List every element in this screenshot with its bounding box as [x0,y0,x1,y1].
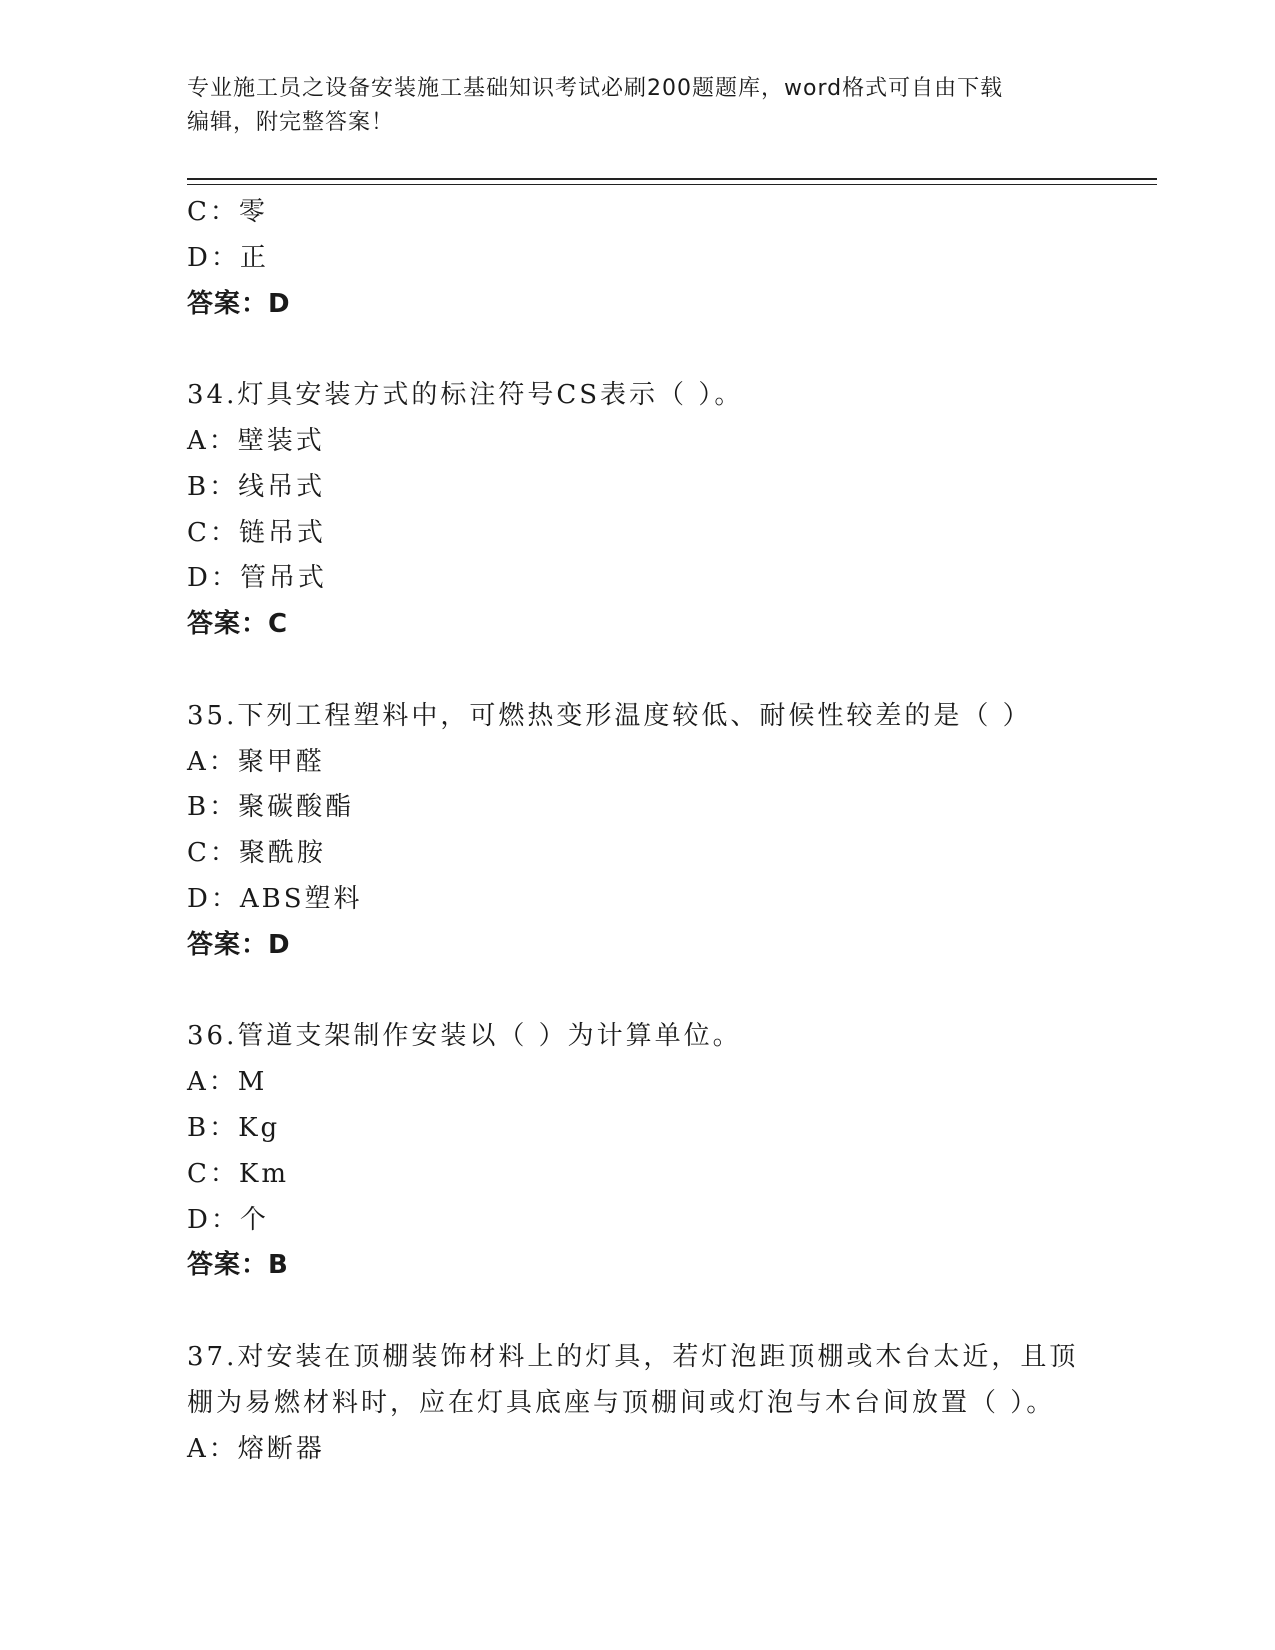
option-d: D：管吊式 [187,563,327,594]
question-34 [187,373,1157,648]
spacer [187,1289,1157,1335]
option-d: D：正 [187,242,269,273]
option-c: C：Km [187,1158,289,1189]
option-b: B：Kg [187,1112,281,1143]
answer-line: 答案：D [187,929,291,960]
option-a: A：熔断器 [187,1433,325,1464]
option-c: C：聚酰胺 [187,838,326,869]
option-b: B：聚碳酸酯 [187,792,355,823]
spacer [187,969,1157,1015]
question-stem-line-1: 37.对安装在顶棚装饰材料上的灯具，若灯泡距顶棚或木台太近，且顶 [187,1341,1079,1372]
question-36 [187,1014,1157,1289]
question-37 [187,1335,1157,1472]
header-divider-thick [187,178,1157,180]
header-title-line-2: 编辑，附完整答案！ [187,110,395,135]
question-stem: 34.灯具安装方式的标注符号CS表示（ ）。 [187,380,744,411]
option-a: A：壁装式 [187,425,325,456]
question-stem: 35.下列工程塑料中，可燃热变形温度较低、耐候性较差的是（ ） [187,700,1032,731]
question-stem: 36.管道支架制作安装以（ ）为计算单位。 [187,1021,742,1052]
question-33-continued [187,190,1157,327]
document-header [187,72,1087,140]
option-c: C：零 [187,197,268,227]
option-c: C：链吊式 [187,517,326,548]
option-d: D：ABS塑料 [187,883,363,914]
header-title-line-1: 专业施工员之设备安装施工基础知识考试必刷200题题库，word格式可自由下载 [187,76,1004,101]
header-divider-thin [187,184,1157,185]
spacer [187,327,1157,373]
answer-line: 答案：D [187,288,291,319]
option-a: A：M [187,1067,268,1098]
option-a: A：聚甲醛 [187,746,325,777]
answer-line: 答案：C [187,609,289,640]
option-b: B：线吊式 [187,471,326,502]
answer-line: 答案：B [187,1250,289,1281]
question-list [187,190,1157,1472]
option-d: D：个 [187,1204,269,1235]
question-35 [187,694,1157,969]
spacer [187,648,1157,694]
question-stem-line-2: 棚为易燃材料时，应在灯具底座与顶棚间或灯泡与木台间放置（ ）。 [187,1387,1056,1418]
